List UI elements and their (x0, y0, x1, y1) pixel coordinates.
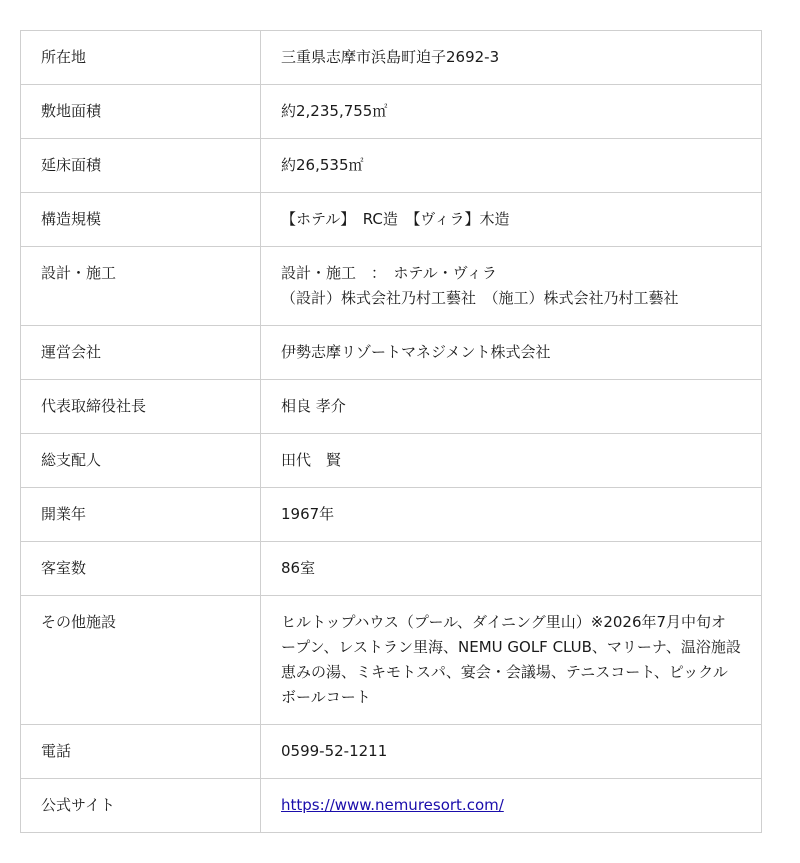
row-value-line: 設計・施工 ： ホテル・ヴィラ (281, 264, 497, 282)
row-value: ヒルトップハウス（プール、ダイニング里山）※2026年7月中旬オープン、レストラン里海、NEMU GOLF CLUB、マリーナ、温浴施設 恵みの湯、ミキモトスパ、宴会・会議場、テニスコート、ピックルボールコート (261, 596, 762, 725)
row-label: 客室数 (21, 542, 261, 596)
official-site-link[interactable]: https://www.nemuresort.com/ (281, 796, 504, 814)
row-value: 86室 (261, 542, 762, 596)
table-row-design-construction (21, 247, 762, 326)
table-row-address (21, 31, 762, 85)
row-label: 代表取締役社長 (21, 380, 261, 434)
row-value: 1967年 (261, 488, 762, 542)
table-row-site-area (21, 85, 762, 139)
row-value: 0599-52-1211 (261, 725, 762, 779)
row-label: 公式サイト (21, 779, 261, 833)
row-label: 開業年 (21, 488, 261, 542)
table-row-phone (21, 725, 762, 779)
table-row-structure (21, 193, 762, 247)
row-value-line: （設計）株式会社乃村工藝社 （施工）株式会社乃村工藝社 (281, 289, 679, 307)
row-label: 電話 (21, 725, 261, 779)
row-label: 延床面積 (21, 139, 261, 193)
row-value: 田代 賢 (261, 434, 762, 488)
table-row-floor-area (21, 139, 762, 193)
table-row-website (21, 779, 762, 833)
row-value: 相良 孝介 (261, 380, 762, 434)
row-label: 所在地 (21, 31, 261, 85)
table-row-operator (21, 326, 762, 380)
row-value (261, 247, 762, 326)
row-value: 約2,235,755㎡ (261, 85, 762, 139)
hotel-info-table (20, 30, 762, 833)
table-row-rooms (21, 542, 762, 596)
row-label: その他施設 (21, 596, 261, 725)
row-value: 三重県志摩市浜島町迫子2692-3 (261, 31, 762, 85)
row-label: 総支配人 (21, 434, 261, 488)
row-label: 構造規模 (21, 193, 261, 247)
row-value: 伊勢志摩リゾートマネジメント株式会社 (261, 326, 762, 380)
row-label: 敷地面積 (21, 85, 261, 139)
table-row-opening-year (21, 488, 762, 542)
table-row-other-facilities (21, 596, 762, 725)
row-value: 約26,535㎡ (261, 139, 762, 193)
table-row-president (21, 380, 762, 434)
row-label: 運営会社 (21, 326, 261, 380)
table-row-general-manager (21, 434, 762, 488)
row-label: 設計・施工 (21, 247, 261, 326)
row-value: 【ホテル】 RC造 【ヴィラ】木造 (261, 193, 762, 247)
row-value (261, 779, 762, 833)
